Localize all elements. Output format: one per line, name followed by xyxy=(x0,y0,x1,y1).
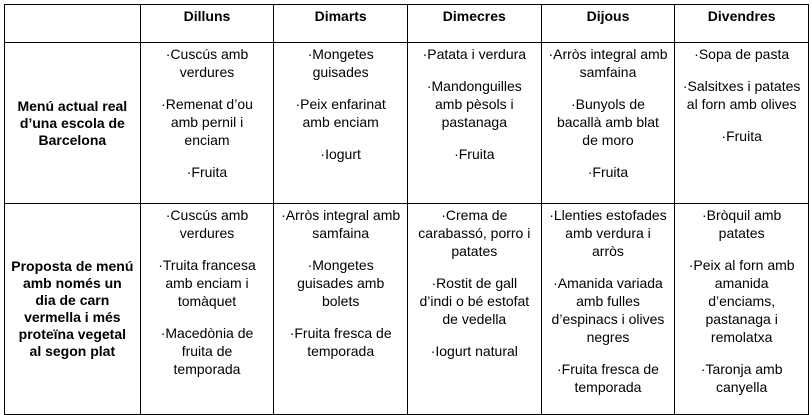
menu-cell xyxy=(407,43,541,204)
menu-cell xyxy=(274,204,408,415)
dish: ·Macedònia de fruita de temporada xyxy=(160,325,254,377)
menu-cell xyxy=(675,204,809,415)
dish: ·Fruita xyxy=(721,128,762,144)
menu-cell xyxy=(140,43,274,204)
dish: ·Mongetes guisades xyxy=(307,46,374,80)
dish: ·Peix enfarinat amb enciam xyxy=(295,96,386,130)
day-header: Dijous xyxy=(541,5,675,43)
dish: ·Arròs integral amb samfaina xyxy=(281,207,401,241)
dish: ·Arròs integral amb samfaina xyxy=(548,46,668,80)
dish: ·Truita francesa amb enciam i tomàquet xyxy=(158,257,256,309)
dish: ·Bunyols de bacallà amb blat de moro xyxy=(556,96,659,148)
corner-cell xyxy=(5,5,141,43)
dish: ·Crema de carabassó, porro i patates xyxy=(418,207,531,259)
menu-cell xyxy=(407,204,541,415)
table-row xyxy=(5,43,809,204)
dish: ·Cuscús amb verdures xyxy=(165,207,249,241)
dish: ·Fruita fresca de temporada xyxy=(289,325,392,359)
menu-cell xyxy=(140,204,274,415)
dish: ·Remenat d’ou amb pernil i enciam xyxy=(161,96,253,148)
dish: ·Mandonguilles amb pèsols i pastanaga xyxy=(426,78,522,130)
school-menu-table xyxy=(4,4,809,415)
dish: ·Amanida variada amb fulles d’espinacs i olives negres xyxy=(551,275,665,345)
day-header: Dilluns xyxy=(140,5,274,43)
dish: ·Fruita fresca de temporada xyxy=(557,361,659,395)
menu-cell xyxy=(274,43,408,204)
row-label: Menú actual real d’una escola de Barcelona xyxy=(5,43,141,204)
dish: ·Fruita xyxy=(186,164,228,180)
dish: ·Iogurt xyxy=(320,146,361,162)
dish: ·Peix al forn amb amanida d’enciams, pastanaga i remolatxa xyxy=(688,257,795,345)
dish: ·Bròquil amb patates xyxy=(701,207,782,241)
dish: ·Sopa de pasta xyxy=(694,46,790,62)
day-header: Divendres xyxy=(675,5,809,43)
table-row xyxy=(5,204,809,415)
dish: ·Cuscús amb verdures xyxy=(165,46,249,80)
day-header: Dimecres xyxy=(407,5,541,43)
dish: ·Fruita xyxy=(454,146,495,162)
dish: ·Mongetes guisades amb bolets xyxy=(297,257,385,309)
dish: ·Salsitxes i patates al forn amb olives xyxy=(682,78,801,112)
dish: ·Iogurt natural xyxy=(430,343,518,359)
day-header: Dimarts xyxy=(274,5,408,43)
dish: ·Taronja amb canyella xyxy=(700,361,783,395)
menu-cell xyxy=(541,204,675,415)
menu-cell xyxy=(541,43,675,204)
dish: ·Llenties estofades amb verdura i arròs xyxy=(549,207,667,259)
dish: ·Patata i verdura xyxy=(422,46,527,62)
menu-cell xyxy=(675,43,809,204)
dish: ·Rostit de gall d’indi o bé estofat de vedella xyxy=(419,275,530,327)
dish: ·Fruita xyxy=(587,164,629,180)
row-label: Proposta de menú amb només un dia de carn vermella i més proteïna vegetal al segon plat xyxy=(5,204,141,415)
header-row xyxy=(5,5,809,43)
